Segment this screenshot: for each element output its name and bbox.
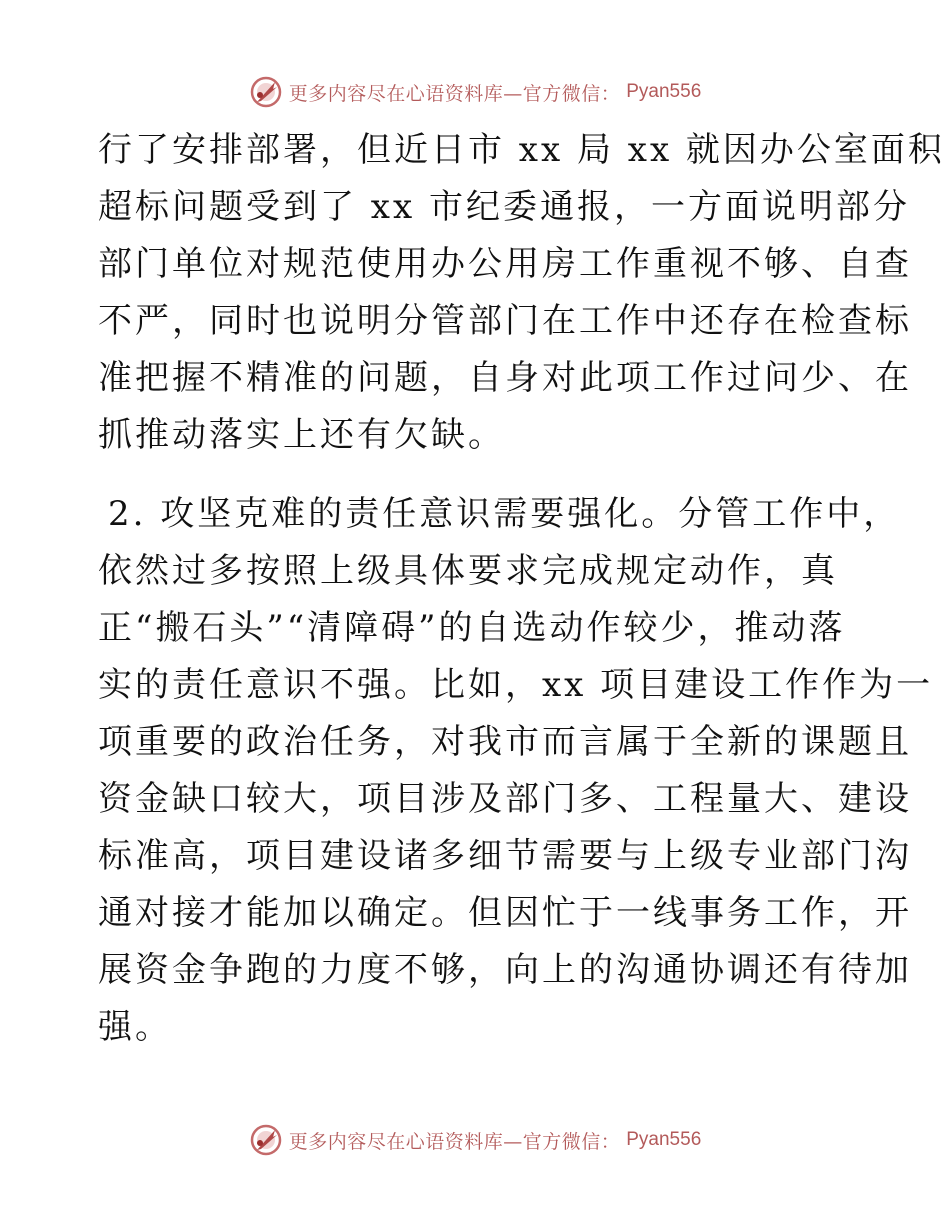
watermark-text: 更多内容尽在心语资料库—官方微信：	[288, 1130, 621, 1153]
text-line: 展资金争跑的力度不够，向上的沟通协调还有待加	[98, 950, 912, 990]
watermark-wechat-id: Pyan556	[626, 1129, 702, 1150]
text-line: 行了安排部署，但近日市 xx 局 xx 就因办公室面积	[98, 130, 945, 170]
paragraph-1	[98, 122, 945, 464]
feather-seal-logo	[249, 75, 283, 109]
paragraph-2	[98, 486, 934, 1056]
text-line: 正“搬石头”“清障碍”的自选动作较少，推动落	[98, 608, 846, 648]
feather-seal-logo	[249, 1123, 283, 1157]
text-line: 依然过多按照上级具体要求完成规定动作，真	[98, 551, 838, 591]
header-watermark	[0, 72, 950, 112]
watermark-wechat-id: Pyan556	[626, 81, 702, 102]
text-line: 实的责任意识不强。比如，xx 项目建设工作作为一	[98, 665, 934, 705]
watermark-text: 更多内容尽在心语资料库—官方微信：	[288, 82, 621, 105]
text-line: 超标问题受到了 xx 市纪委通报，一方面说明部分	[98, 187, 910, 227]
text-line: 强。	[98, 1007, 172, 1047]
text-line: 不严，同时也说明分管部门在工作中还存在检查标	[98, 301, 912, 341]
footer-watermark	[0, 1120, 950, 1160]
text-line: 抓推动落实上还有欠缺。	[98, 415, 505, 455]
text-line: 通对接才能加以确定。但因忙于一线事务工作，开	[98, 893, 912, 933]
paragraph-gap	[98, 464, 858, 486]
text-line: 资金缺口较大，项目涉及部门多、工程量大、建设	[98, 779, 912, 819]
text-line: 2. 攻坚克难的责任意识需要强化。分管工作中，	[108, 494, 901, 534]
document-body	[98, 122, 945, 1056]
text-line: 标准高，项目建设诸多细节需要与上级专业部门沟	[98, 836, 912, 876]
text-line: 准把握不精准的问题，自身对此项工作过问少、在	[98, 358, 912, 398]
text-line: 部门单位对规范使用办公用房工作重视不够、自查	[98, 244, 912, 284]
text-line: 项重要的政治任务，对我市而言属于全新的课题且	[98, 722, 912, 762]
